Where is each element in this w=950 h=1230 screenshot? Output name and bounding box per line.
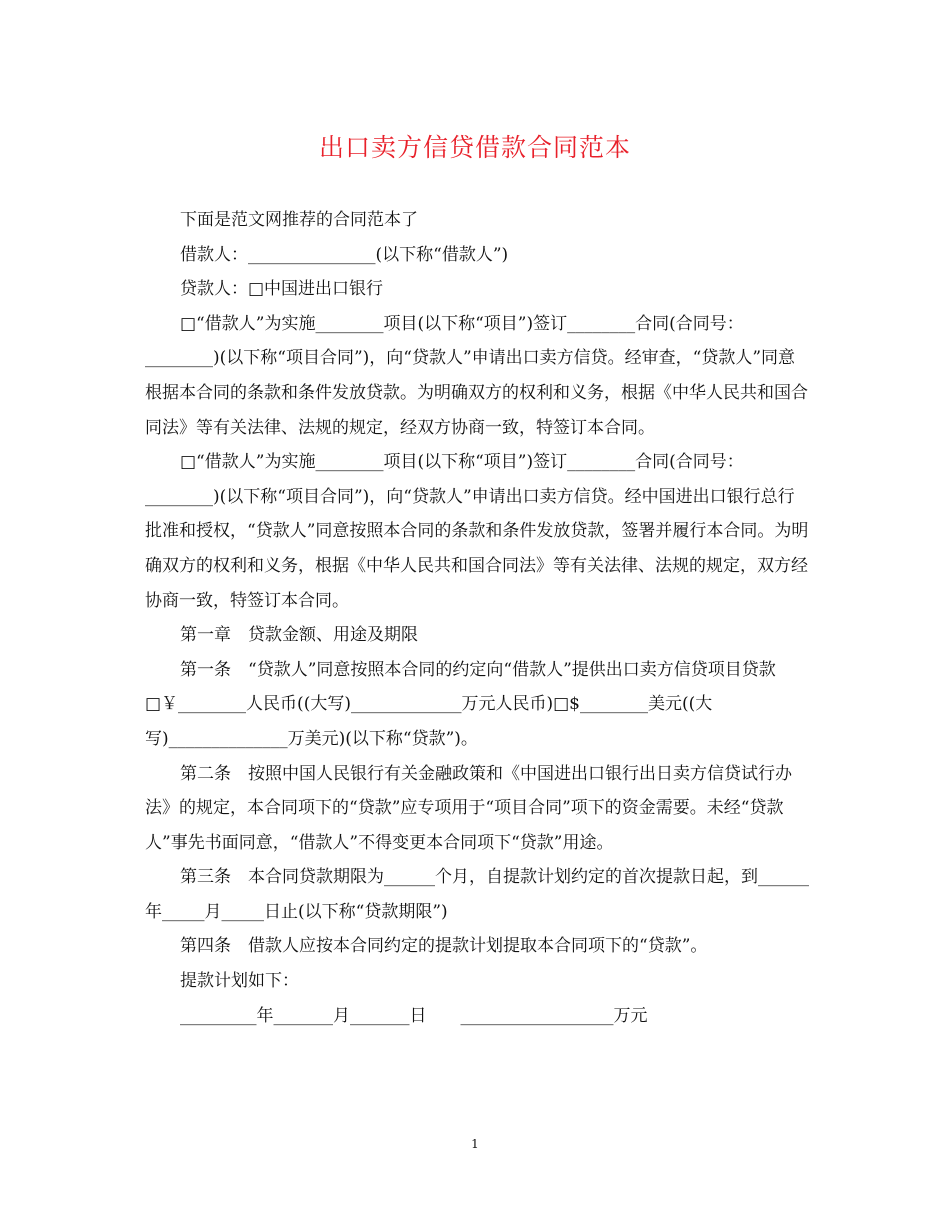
document-title: 出口卖方信贷借款合同范本 (318, 133, 631, 162)
article-2: 第二条 按照中国人民银行有关金融政策和《中国进出口银行出日卖方信贷试行办法》的规定，本合同项下的“贷款”应专项用于“项目合同”项下的资金需要。未经“贷款人”事先书面同意，“借款人”不得变更本合同项下“贷款”用途。 (145, 763, 792, 853)
document-body (145, 203, 810, 1033)
preamble-option-2: □“借款人”为实施________项目(以下称“项目”)签订________合同(合同号：________)(以下称“项目合同”)，向“贷款人”申请出口卖方信贷。经中国进出口银行总行批准和授权，“贷款人”同意按照本合同的条款和条件发放贷款，签署并履行本合同。为明确双方的权利和义务，根据《中华人民共和国合同法》等有关法律、法规的规定，双方经协商一致，特签订本合同。 (145, 452, 809, 611)
article-1: 第一条 “贷款人”同意按照本合同的约定向“借款人”提供出口卖方信贷项目贷款□￥________人民币((大写)_____________万元人民币)□$________美元((大写)______________万美元)(以下称“贷款”)。 (145, 659, 776, 749)
drawdown-plan-label: 提款计划如下： (180, 971, 299, 992)
page-number: 1 (471, 1137, 479, 1151)
drawdown-plan-row: _________年_______月_______日 __________________万元 (180, 1005, 648, 1026)
intro-line: 下面是范文网推荐的合同范本了 (180, 210, 418, 230)
borrower-line: 借款人：_______________(以下称“借款人”) (180, 244, 509, 265)
article-3: 第三条 本合同贷款期限为______个月，自提款计划约定的首次提款日起，到______年_____月_____日止(以下称“贷款期限”) (145, 867, 809, 922)
chapter-1-heading: 第一章 贷款金额、用途及期限 (180, 625, 418, 646)
lender-line: 贷款人：□中国进出口银行 (180, 279, 384, 300)
preamble-option-1: □“借款人”为实施________项目(以下称“项目”)签订________合同(合同号：________)(以下称“项目合同”)，向“贷款人”申请出口卖方信贷。经审查，“贷款人”同意根据本合同的条款和条件发放贷款。为明确双方的权利和义务，根据《中华人民共和国合同法》等有关法律、法规的规定，经双方协商一致，特签订本合同。 (145, 313, 808, 438)
article-4: 第四条 借款人应按本合同约定的提款计划提取本合同项下的“贷款”。 (180, 936, 708, 957)
